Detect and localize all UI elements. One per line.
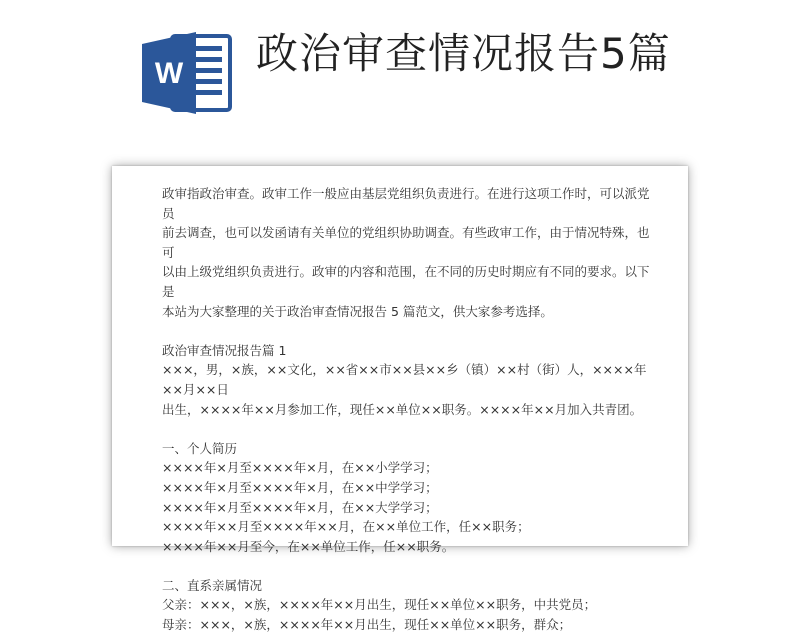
word-logo-letter: W bbox=[154, 57, 184, 90]
page-header bbox=[0, 0, 800, 140]
intro-line: 以由上级党组织负责进行。政审的内容和范围，在不同的历史时期应有不同的要求。以下是 bbox=[162, 264, 650, 299]
page-title: 政治审查情况报告5篇 bbox=[256, 29, 671, 78]
resume-line: ××××年×月至××××年×月，在××大学学习； bbox=[162, 499, 438, 515]
intro-line: 前去调查，也可以发函请有关单位的党组织协助调查。有些政审工作，由于情况特殊，也可 bbox=[162, 225, 650, 260]
paragraph-spacer bbox=[162, 321, 652, 341]
resume-line: ××××年××月至今，在××单位工作，任××职务。 bbox=[162, 538, 455, 554]
family-heading: 二、直系亲属情况 bbox=[162, 577, 263, 593]
document-preview bbox=[112, 166, 688, 633]
document-page bbox=[112, 166, 688, 633]
intro-line: 本站为大家整理的关于政治审查情况报告 5 篇范文，供大家参考选择。 bbox=[162, 303, 553, 319]
family-line: 父亲：×××，×族，××××年××月出生，现任××单位××职务，中共党员； bbox=[162, 597, 597, 613]
intro-line: 政审指政治审查。政审工作一般应由基层党组织负责进行。在进行这项工作时，可以派党员 bbox=[162, 186, 650, 221]
profile-line: 出生，××××年××月参加工作，现任××单位××职务。××××年××月加入共青团。 bbox=[162, 401, 643, 417]
resume-line: ××××年×月至××××年×月，在××中学学习； bbox=[162, 479, 438, 495]
word-document-icon bbox=[138, 30, 236, 116]
section-title: 政治审查情况报告篇 1 bbox=[162, 342, 287, 358]
family-line: 母亲：×××，×族，××××年××月出生，现任××单位××职务，群众； bbox=[162, 617, 572, 633]
resume-heading: 一、个人简历 bbox=[162, 440, 238, 456]
profile-line: ×××，男，×族，××文化，××省××市××县××乡（镇）××村（街）人，××××年××月××日 bbox=[162, 362, 647, 397]
document-body bbox=[162, 184, 652, 635]
resume-line: ××××年×月至××××年×月，在××小学学习； bbox=[162, 460, 438, 476]
resume-line: ××××年××月至××××年××月，在××单位工作，任××职务； bbox=[162, 519, 530, 535]
paragraph-spacer bbox=[162, 556, 652, 576]
paragraph-spacer bbox=[162, 419, 652, 439]
